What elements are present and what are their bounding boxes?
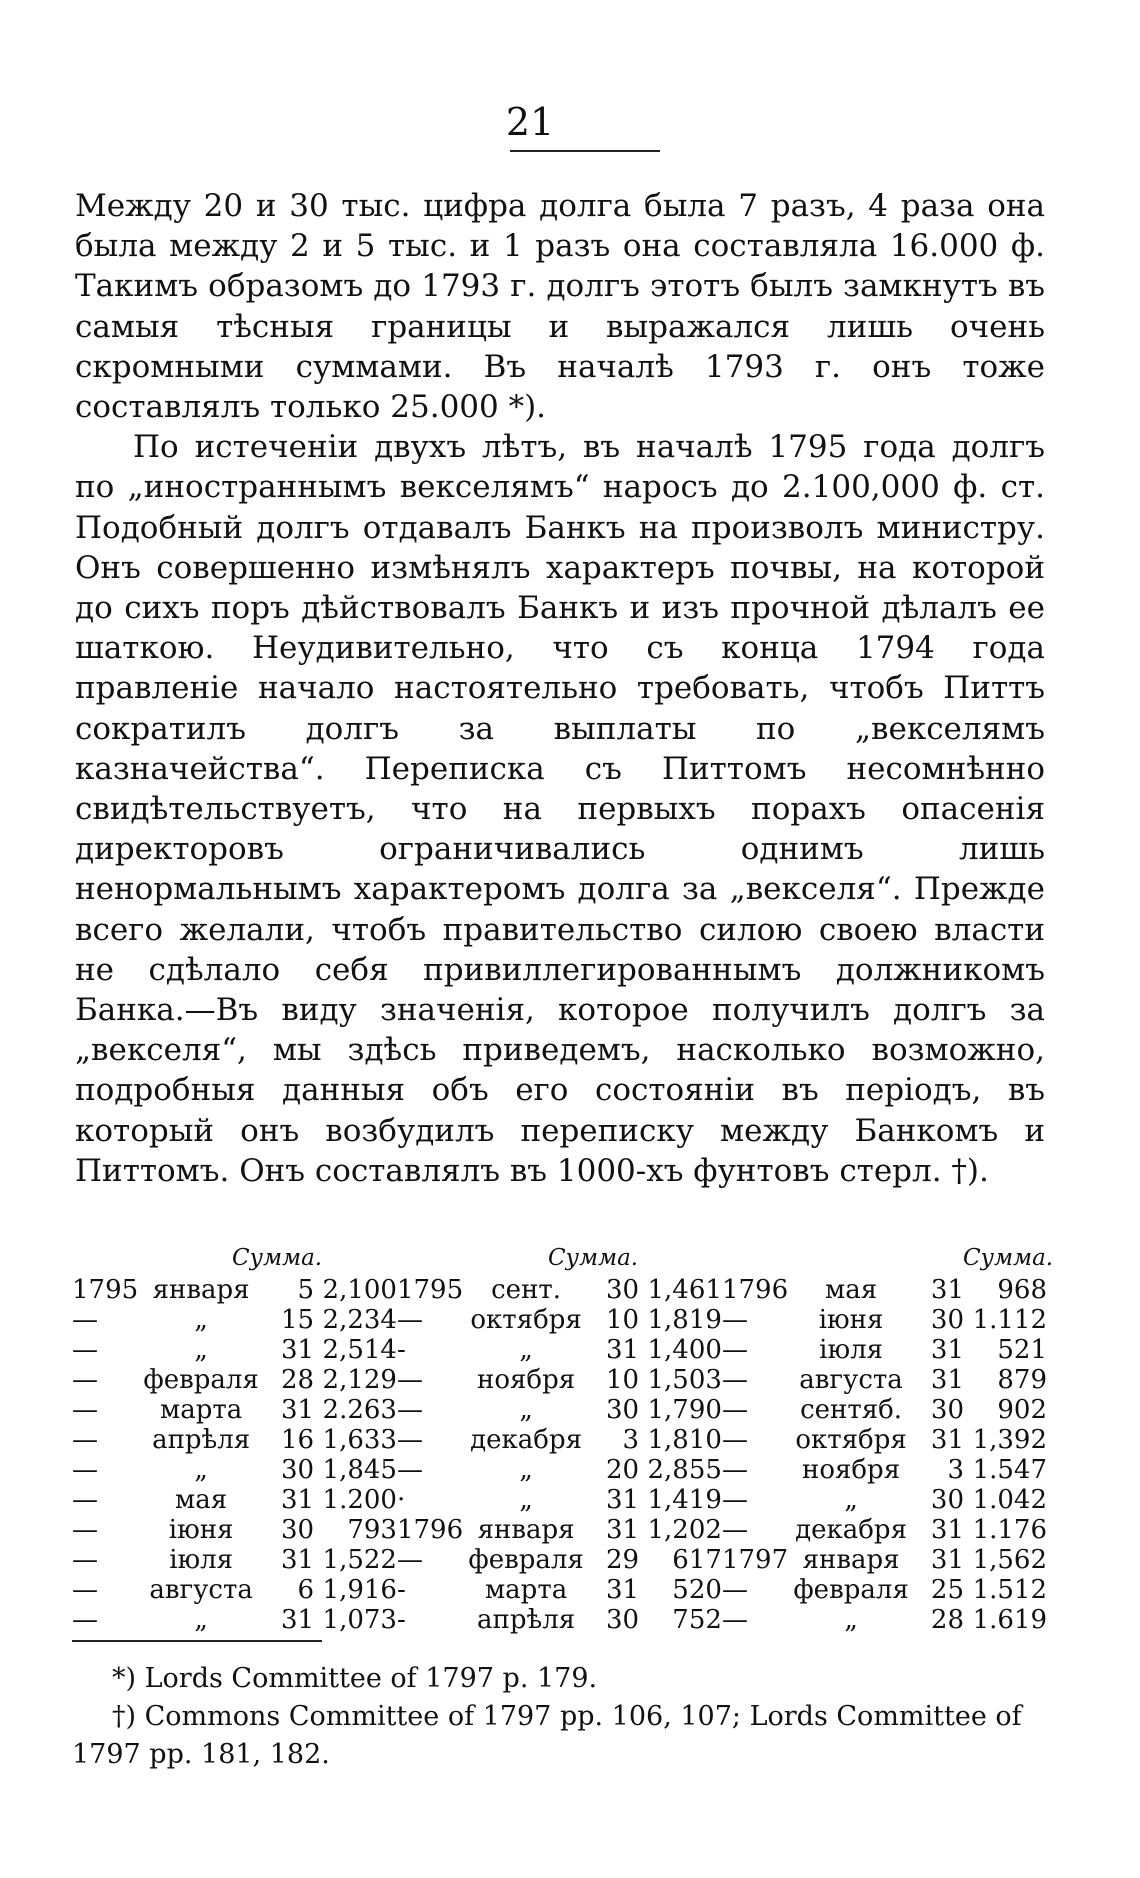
table-cell: 3 <box>947 1455 965 1485</box>
table-cell: — <box>396 1365 423 1395</box>
footnote-2: †) Commons Committee of 1797 pp. 106, 107; Lords Committee of 1797 pp. 181, 182. <box>72 1701 1022 1770</box>
table-row <box>72 1455 1047 1485</box>
table-cell: „ <box>194 1455 208 1485</box>
table-cell: 30 <box>930 1485 965 1515</box>
table-cell: 752 <box>672 1605 722 1635</box>
page-number: 21 <box>505 100 555 144</box>
table-cell: 6 <box>297 1575 315 1605</box>
table-cell: „ <box>844 1485 858 1515</box>
table-cell: 31 <box>605 1575 640 1605</box>
table-cell: 793 <box>347 1515 397 1545</box>
table-cell: 1.547 <box>972 1455 1047 1485</box>
column-header-3: Сумма. <box>963 1245 1054 1271</box>
table-cell: 2,514 <box>322 1335 397 1365</box>
table-cell: — <box>721 1395 748 1425</box>
table-cell: 30 <box>605 1395 640 1425</box>
table-cell: апрѣля <box>477 1605 576 1635</box>
table-cell: — <box>396 1545 423 1575</box>
table-cell: августа <box>799 1365 903 1395</box>
table-cell: 1,392 <box>972 1425 1047 1455</box>
table-cell: 1,522 <box>322 1545 397 1575</box>
column-header-1: Сумма. <box>232 1245 323 1271</box>
table-cell: — <box>72 1575 98 1605</box>
table-cell: 1,810 <box>647 1425 722 1455</box>
table-cell: марта <box>484 1575 568 1605</box>
table-cell: 30 <box>930 1305 965 1335</box>
table-cell: 1.619 <box>972 1605 1047 1635</box>
table-cell: — <box>396 1395 423 1425</box>
table-cell: 1797 <box>721 1545 789 1575</box>
table-cell: „ <box>519 1455 533 1485</box>
table-cell: 30 <box>280 1515 315 1545</box>
table-cell: 28 <box>280 1365 315 1395</box>
table-cell: января <box>802 1545 900 1575</box>
table-cell: — <box>72 1395 98 1425</box>
table-cell: октября <box>795 1425 907 1455</box>
table-cell: — <box>721 1335 748 1365</box>
table-cell: 31 <box>930 1425 965 1455</box>
table-cell: 1795 <box>72 1275 139 1305</box>
table-cell: 5 <box>297 1275 315 1305</box>
table-cell: 31 <box>930 1335 965 1365</box>
table-cell: 2,129 <box>322 1365 397 1395</box>
table-cell: 902 <box>997 1395 1047 1425</box>
table-cell: — <box>721 1425 748 1455</box>
paragraph-2: По истеченіи двухъ лѣтъ, въ началѣ 1795 года долгъ по „иностраннымъ векселямъ“ наросъ до 2.100,000 ф. ст. Подобный долгъ отдавалъ Банкъ на произволъ министру. Онъ совершенно измѣнялъ характеръ почвы, на которой до сихъ поръ дѣйствовалъ Банкъ и изъ прочной дѣлалъ ее шаткою. Неудивительно, что съ конца 1794 года правленіе начало настоятельно требовать, чтобъ Питтъ сократилъ долгъ за выплаты по „векселямъ казначейства“. Переписка съ Питтомъ несомнѣнно свидѣтельствуетъ, что на первыхъ порахъ опасенія директоровъ ограничивались однимъ лишь ненормальнымъ характеромъ долга за „векселя“. Прежде всего желали, чтобъ правительство силою своею власти не сдѣлало себя привиллегированнымъ должникомъ Банка.—Въ виду значенія, которое получилъ долгъ за „векселя“, мы здѣсь приведемъ, насколько возможно, подробныя данныя объ его состояніи въ періодъ, въ который онъ возбудилъ переписку между Банкомъ и Питтомъ. Онъ составлялъ въ 1000-хъ фунтовъ стерл. †). <box>75 429 1045 1189</box>
table-cell: 1,461 <box>647 1275 722 1305</box>
table-cell: - <box>396 1575 406 1605</box>
table-row <box>72 1515 1047 1545</box>
table-cell: 31 <box>280 1605 315 1635</box>
body-text <box>75 186 1045 1191</box>
table-row <box>72 1275 1047 1305</box>
table-cell: — <box>721 1575 748 1605</box>
table-cell: — <box>396 1455 423 1485</box>
debt-table-body <box>72 1275 1047 1635</box>
table-cell: 10 <box>605 1365 640 1395</box>
table-cell: 1796 <box>721 1275 789 1305</box>
table-row <box>72 1425 1047 1455</box>
footnote-1: *) Lords Committee of 1797 p. 179. <box>112 1663 598 1694</box>
table-cell: 1.176 <box>972 1515 1047 1545</box>
table-cell: - <box>396 1335 406 1365</box>
table-cell: 31 <box>605 1515 640 1545</box>
table-cell: 1.512 <box>972 1575 1047 1605</box>
footnotes <box>72 1660 1042 1774</box>
table-cell: — <box>396 1305 423 1335</box>
table-cell: 1,562 <box>972 1545 1047 1575</box>
table-cell: 31 <box>280 1395 315 1425</box>
table-cell: 30 <box>605 1275 640 1305</box>
table-cell: 1.112 <box>972 1305 1047 1335</box>
table-row <box>72 1545 1047 1575</box>
table-cell: 2,100 <box>322 1275 397 1305</box>
table-cell: · <box>396 1485 406 1515</box>
table-cell: „ <box>519 1335 533 1365</box>
table-cell: 31 <box>930 1515 965 1545</box>
table-cell: — <box>721 1365 748 1395</box>
table-cell: 30 <box>930 1395 965 1425</box>
table-row <box>72 1395 1047 1425</box>
table-row <box>72 1335 1047 1365</box>
table-cell: „ <box>519 1395 533 1425</box>
table-cell: іюля <box>169 1545 234 1575</box>
table-cell: марта <box>159 1395 243 1425</box>
table-cell: 20 <box>605 1455 640 1485</box>
table-cell: „ <box>194 1605 208 1635</box>
table-cell: 1,073 <box>322 1605 397 1635</box>
table-cell: февраля <box>143 1365 259 1395</box>
table-cell: — <box>721 1455 748 1485</box>
table-cell: 2,855 <box>647 1455 722 1485</box>
table-cell: 2,234 <box>322 1305 397 1335</box>
table-cell: 31 <box>280 1485 315 1515</box>
table-cell: ноября <box>477 1365 576 1395</box>
table-cell: іюня <box>818 1305 884 1335</box>
table-cell: 1,419 <box>647 1485 722 1515</box>
table-cell: 1795 <box>396 1275 464 1305</box>
table-cell: 29 <box>605 1545 640 1575</box>
table-cell: мая <box>824 1275 878 1305</box>
table-row <box>72 1605 1047 1635</box>
table-cell: 1,845 <box>322 1455 397 1485</box>
table-cell: 25 <box>930 1575 965 1605</box>
table-cell: — <box>72 1515 98 1545</box>
table-cell: 31 <box>605 1335 640 1365</box>
table-cell: 1,790 <box>647 1395 722 1425</box>
table-cell: 1.042 <box>972 1485 1047 1515</box>
table-cell: 31 <box>280 1335 315 1365</box>
table-cell: 1.200 <box>322 1485 397 1515</box>
table-cell: февраля <box>793 1575 909 1605</box>
table-cell: октября <box>470 1305 582 1335</box>
table-cell: 1,633 <box>322 1425 397 1455</box>
table-cell: „ <box>519 1485 533 1515</box>
table-row <box>72 1365 1047 1395</box>
table-cell: 28 <box>930 1605 965 1635</box>
table-cell: 31 <box>930 1545 965 1575</box>
table-cell: 1796 <box>396 1515 464 1545</box>
table-cell: 1,503 <box>647 1365 722 1395</box>
table-cell: „ <box>194 1305 208 1335</box>
table-cell: 30 <box>280 1455 315 1485</box>
table-cell: 31 <box>280 1545 315 1575</box>
table-cell: — <box>721 1305 748 1335</box>
table-cell: 520 <box>672 1575 722 1605</box>
table-cell: — <box>72 1605 98 1635</box>
table-cell: 16 <box>280 1425 315 1455</box>
table-cell: января <box>477 1515 575 1545</box>
table-cell: декабря <box>470 1425 583 1455</box>
table-cell: августа <box>149 1575 253 1605</box>
table-cell: „ <box>844 1605 858 1635</box>
table-cell: 31 <box>930 1275 965 1305</box>
table-cell: — <box>72 1455 98 1485</box>
table-cell: 521 <box>997 1335 1047 1365</box>
table-cell: — <box>72 1425 98 1455</box>
table-cell: 30 <box>605 1605 640 1635</box>
column-header-2: Сумма. <box>548 1245 639 1271</box>
table-cell: — <box>721 1485 748 1515</box>
table-row <box>72 1485 1047 1515</box>
table-cell: 1,819 <box>647 1305 722 1335</box>
table-cell: апрѣля <box>152 1425 251 1455</box>
table-cell: — <box>721 1515 748 1545</box>
table-cell: — <box>721 1605 748 1635</box>
table-cell: „ <box>194 1335 208 1365</box>
table-cell: 31 <box>605 1485 640 1515</box>
table-cell: — <box>72 1485 98 1515</box>
table-cell: сент. <box>491 1275 562 1305</box>
debt-table <box>72 1275 1047 1635</box>
table-cell: декабря <box>795 1515 907 1545</box>
table-cell: 2.263 <box>322 1395 397 1425</box>
table-cell: 968 <box>997 1275 1047 1305</box>
table-cell: іюля <box>819 1335 883 1365</box>
table-cell: — <box>396 1425 423 1455</box>
table-cell: 31 <box>930 1365 965 1395</box>
table-cell: 1,202 <box>647 1515 722 1545</box>
table-cell: 1,916 <box>322 1575 397 1605</box>
table-cell: — <box>72 1305 98 1335</box>
table-cell: февраля <box>468 1545 584 1575</box>
paragraph-1: Между 20 и 30 тыс. цифра долга была 7 разъ, 4 раза она была между 2 и 5 тыс. и 1 разъ она составляла 16.000 ф. Такимъ образомъ до 1793 г. долгъ этотъ былъ замкнутъ въ самыя тѣсныя границы и выражался лишь очень скромными суммами. Въ началѣ 1793 г. онъ тоже составлялъ только 25.000 *). <box>75 188 1045 426</box>
table-cell: - <box>396 1605 406 1635</box>
table-cell: — <box>72 1335 98 1365</box>
table-cell: 617 <box>672 1545 722 1575</box>
footnote-rule <box>72 1640 322 1642</box>
table-cell: 10 <box>605 1305 640 1335</box>
table-cell: ноября <box>802 1455 901 1485</box>
table-cell: — <box>72 1545 98 1575</box>
table-cell: сентяб. <box>800 1395 903 1425</box>
table-cell: — <box>72 1365 98 1395</box>
table-cell: 879 <box>997 1365 1047 1395</box>
header-rule <box>510 150 660 152</box>
table-cell: января <box>152 1275 250 1305</box>
table-cell: 3 <box>622 1425 640 1455</box>
table-cell: 15 <box>280 1305 315 1335</box>
table-row <box>72 1305 1047 1335</box>
table-cell: мая <box>175 1485 228 1515</box>
table-cell: іюня <box>168 1515 234 1545</box>
table-cell: 1,400 <box>647 1335 722 1365</box>
table-row <box>72 1575 1047 1605</box>
